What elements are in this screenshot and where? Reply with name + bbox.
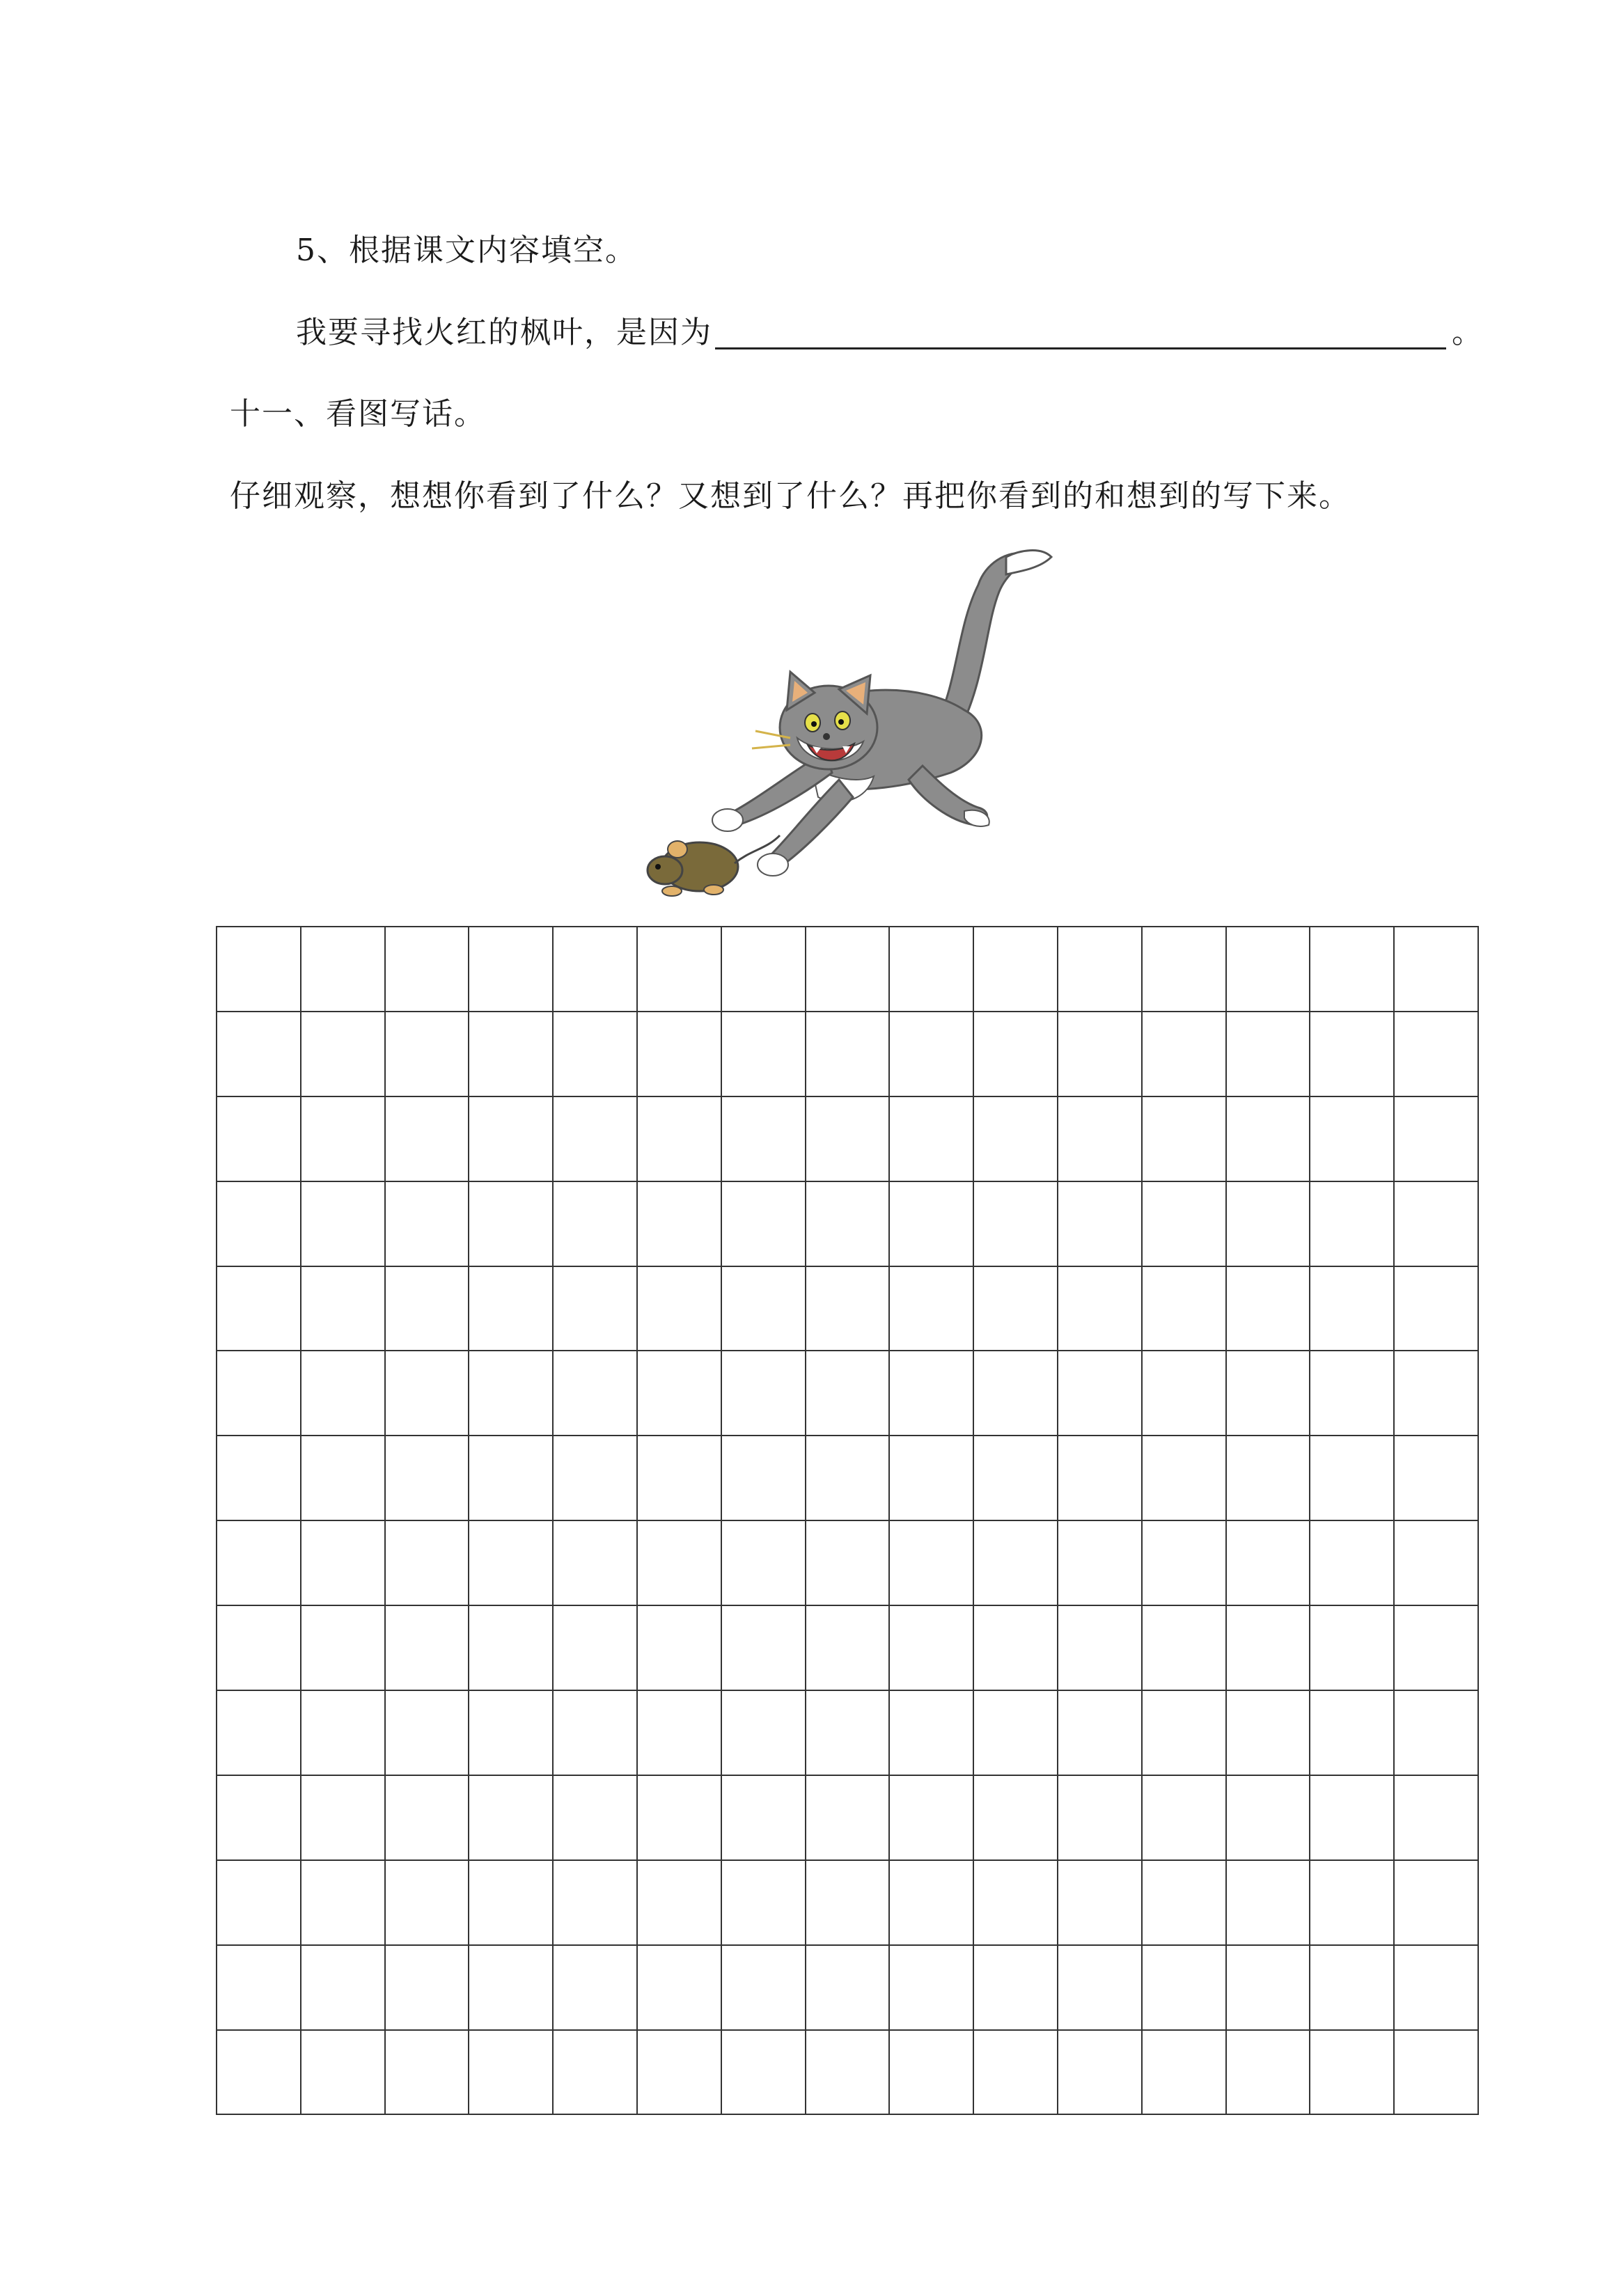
grid-cell[interactable] (974, 1351, 1058, 1436)
grid-cell[interactable] (638, 1267, 722, 1352)
grid-cell[interactable] (890, 1691, 974, 1776)
grid-cell[interactable] (1310, 927, 1395, 1012)
grid-cell[interactable] (217, 1182, 301, 1267)
grid-cell[interactable] (1143, 1606, 1227, 1691)
grid-cell[interactable] (1310, 1436, 1395, 1521)
grid-cell[interactable] (638, 1776, 722, 1861)
grid-cell[interactable] (1395, 1776, 1479, 1861)
mouse-head (648, 856, 682, 884)
grid-cell[interactable] (1227, 1946, 1311, 2031)
grid-cell[interactable] (1395, 927, 1479, 1012)
grid-cell[interactable] (974, 1946, 1058, 2031)
grid-cell[interactable] (1395, 1436, 1479, 1521)
grid-cell[interactable] (1227, 927, 1311, 1012)
grid-cell[interactable] (638, 1521, 722, 1606)
grid-cell[interactable] (1143, 1012, 1227, 1097)
grid-cell[interactable] (1310, 1606, 1395, 1691)
grid-cell[interactable] (469, 1521, 554, 1606)
grid-cell[interactable] (301, 1012, 386, 1097)
grid-cell[interactable] (1058, 1606, 1143, 1691)
grid-cell[interactable] (386, 1351, 470, 1436)
grid-cell[interactable] (469, 1097, 554, 1182)
grid-cell[interactable] (1310, 1351, 1395, 1436)
grid-cell[interactable] (806, 1351, 891, 1436)
grid-cell[interactable] (1227, 1606, 1311, 1691)
grid-cell[interactable] (722, 1606, 806, 1691)
grid-cell[interactable] (554, 1436, 638, 1521)
grid-cell[interactable] (1143, 1436, 1227, 1521)
grid-cell[interactable] (554, 1182, 638, 1267)
cat-tail-tip (1006, 551, 1051, 574)
grid-cell[interactable] (1227, 1691, 1311, 1776)
grid-cell[interactable] (722, 1436, 806, 1521)
grid-cell[interactable] (890, 1267, 974, 1352)
grid-cell[interactable] (722, 1521, 806, 1606)
grid-cell[interactable] (890, 927, 974, 1012)
grid-cell[interactable] (1143, 927, 1227, 1012)
grid-cell[interactable] (301, 1946, 386, 2031)
grid-cell[interactable] (386, 1267, 470, 1352)
grid-cell[interactable] (806, 927, 891, 1012)
grid-cell[interactable] (1395, 2031, 1479, 2116)
grid-cell[interactable] (1395, 1861, 1479, 1946)
grid-cell[interactable] (806, 1436, 891, 1521)
grid-cell[interactable] (1310, 1521, 1395, 1606)
grid-cell[interactable] (217, 1436, 301, 1521)
grid-cell[interactable] (217, 1861, 301, 1946)
grid-cell[interactable] (1227, 1097, 1311, 1182)
grid-cell[interactable] (301, 1182, 386, 1267)
grid-cell[interactable] (806, 1776, 891, 1861)
grid-cell[interactable] (469, 1012, 554, 1097)
grid-cell[interactable] (554, 1946, 638, 2031)
grid-cell[interactable] (386, 1861, 470, 1946)
grid-cell[interactable] (1058, 1691, 1143, 1776)
grid-cell[interactable] (1395, 1182, 1479, 1267)
grid-cell[interactable] (1395, 1267, 1479, 1352)
grid-cell[interactable] (1395, 1351, 1479, 1436)
grid-cell[interactable] (974, 2031, 1058, 2116)
question-5-sentence (296, 312, 1484, 354)
grid-cell[interactable] (806, 1182, 891, 1267)
grid-cell[interactable] (301, 1606, 386, 1691)
grid-cell[interactable] (1227, 1351, 1311, 1436)
grid-cell[interactable] (1143, 2031, 1227, 2116)
grid-cell[interactable] (722, 1351, 806, 1436)
grid-cell[interactable] (1058, 1946, 1143, 2031)
grid-cell[interactable] (1143, 1267, 1227, 1352)
grid-cell[interactable] (1058, 1267, 1143, 1352)
grid-cell[interactable] (469, 1861, 554, 1946)
grid-cell[interactable] (386, 1436, 470, 1521)
grid-cell[interactable] (217, 1776, 301, 1861)
grid-cell[interactable] (806, 1606, 891, 1691)
grid-cell[interactable] (1395, 1012, 1479, 1097)
grid-cell[interactable] (1143, 1182, 1227, 1267)
grid-cell[interactable] (469, 1776, 554, 1861)
section-11-instruction: 仔细观察，想想你看到了什么？又想到了什么？再把你看到的和想到的写下来。 (230, 478, 1351, 514)
grid-cell[interactable] (217, 1691, 301, 1776)
grid-cell[interactable] (301, 1267, 386, 1352)
grid-cell[interactable] (638, 1436, 722, 1521)
grid-cell[interactable] (722, 1946, 806, 2031)
grid-cell[interactable] (1227, 1436, 1311, 1521)
grid-cell[interactable] (1058, 1521, 1143, 1606)
fill-in-blank[interactable] (715, 317, 1446, 349)
grid-cell[interactable] (638, 1691, 722, 1776)
grid-cell[interactable] (1395, 1521, 1479, 1606)
grid-cell[interactable] (890, 1436, 974, 1521)
grid-cell[interactable] (301, 1861, 386, 1946)
grid-cell[interactable] (638, 1097, 722, 1182)
question-5-prefix: 我要寻找火红的枫叶，是因为 (296, 315, 712, 350)
question-5-suffix: 。 (1452, 315, 1484, 350)
grid-cell[interactable] (301, 2031, 386, 2116)
grid-cell[interactable] (890, 1946, 974, 2031)
grid-cell[interactable] (217, 1521, 301, 1606)
grid-cell[interactable] (1310, 1946, 1395, 2031)
grid-cell[interactable] (301, 1351, 386, 1436)
grid-cell[interactable] (1058, 1351, 1143, 1436)
grid-cell[interactable] (890, 1776, 974, 1861)
grid-cell[interactable] (1310, 1691, 1395, 1776)
grid-cell[interactable] (1058, 1012, 1143, 1097)
grid-cell[interactable] (1143, 1691, 1227, 1776)
grid-cell[interactable] (1143, 1521, 1227, 1606)
grid-cell[interactable] (722, 1182, 806, 1267)
grid-cell[interactable] (1227, 1182, 1311, 1267)
grid-cell[interactable] (638, 1182, 722, 1267)
grid-cell[interactable] (1310, 1182, 1395, 1267)
grid-cell[interactable] (806, 1691, 891, 1776)
grid-cell[interactable] (386, 1012, 470, 1097)
question-5-heading: 5、根据课文内容填空。 (296, 233, 637, 268)
grid-cell[interactable] (301, 927, 386, 1012)
grid-cell[interactable] (722, 1097, 806, 1182)
grid-cell[interactable] (1143, 1861, 1227, 1946)
grid-cell[interactable] (890, 1606, 974, 1691)
grid-cell[interactable] (806, 1097, 891, 1182)
grid-cell[interactable] (554, 1691, 638, 1776)
grid-cell[interactable] (469, 2031, 554, 2116)
grid-cell[interactable] (217, 1097, 301, 1182)
grid-cell[interactable] (386, 2031, 470, 2116)
grid-cell[interactable] (386, 1776, 470, 1861)
grid-cell[interactable] (554, 1351, 638, 1436)
grid-cell[interactable] (1227, 1776, 1311, 1861)
cat-chasing-mouse-illustration (630, 543, 1055, 919)
grid-cell[interactable] (974, 1267, 1058, 1352)
grid-cell[interactable] (806, 1521, 891, 1606)
writing-grid[interactable] (216, 926, 1479, 2115)
grid-cell[interactable] (217, 1351, 301, 1436)
grid-cell[interactable] (890, 1861, 974, 1946)
grid-cell[interactable] (806, 1861, 891, 1946)
grid-cell[interactable] (217, 1012, 301, 1097)
grid-cell[interactable] (554, 2031, 638, 2116)
grid-cell[interactable] (1058, 1436, 1143, 1521)
grid-cell[interactable] (806, 1946, 891, 2031)
grid-cell[interactable] (1058, 1776, 1143, 1861)
grid-cell[interactable] (1310, 1861, 1395, 1946)
grid-cell[interactable] (890, 1182, 974, 1267)
grid-cell[interactable] (974, 1521, 1058, 1606)
grid-cell[interactable] (1227, 2031, 1311, 2116)
grid-cell[interactable] (301, 1776, 386, 1861)
grid-cell[interactable] (1310, 1097, 1395, 1182)
grid-cell[interactable] (890, 1521, 974, 1606)
grid-cell[interactable] (974, 1097, 1058, 1182)
grid-cell[interactable] (638, 1606, 722, 1691)
grid-cell[interactable] (890, 1351, 974, 1436)
grid-cell[interactable] (1058, 1182, 1143, 1267)
grid-cell[interactable] (554, 1776, 638, 1861)
grid-cell[interactable] (722, 1861, 806, 1946)
grid-cell[interactable] (806, 1267, 891, 1352)
grid-cell[interactable] (554, 1267, 638, 1352)
grid-cell[interactable] (301, 1436, 386, 1521)
grid-cell[interactable] (1395, 1097, 1479, 1182)
grid-cell[interactable] (638, 1351, 722, 1436)
grid-cell[interactable] (469, 1946, 554, 2031)
grid-cell[interactable] (1058, 2031, 1143, 2116)
grid-cell[interactable] (386, 1521, 470, 1606)
grid-cell[interactable] (301, 1691, 386, 1776)
grid-cell[interactable] (386, 1946, 470, 2031)
grid-cell[interactable] (554, 1012, 638, 1097)
grid-cell[interactable] (638, 927, 722, 1012)
grid-cell[interactable] (890, 1012, 974, 1097)
grid-cell[interactable] (722, 1012, 806, 1097)
grid-cell[interactable] (722, 1776, 806, 1861)
grid-cell[interactable] (554, 927, 638, 1012)
mouse-ear (668, 841, 687, 858)
grid-cell[interactable] (301, 1097, 386, 1182)
grid-cell[interactable] (469, 1691, 554, 1776)
grid-cell[interactable] (722, 927, 806, 1012)
grid-cell[interactable] (1058, 1097, 1143, 1182)
grid-cell[interactable] (386, 1691, 470, 1776)
grid-cell[interactable] (554, 1097, 638, 1182)
grid-cell[interactable] (554, 1861, 638, 1946)
grid-cell[interactable] (1310, 1776, 1395, 1861)
section-11-heading: 十一、看图写话。 (230, 396, 486, 432)
grid-cell[interactable] (1227, 1012, 1311, 1097)
grid-cell[interactable] (1143, 1946, 1227, 2031)
grid-cell[interactable] (974, 1776, 1058, 1861)
grid-cell[interactable] (217, 2031, 301, 2116)
grid-cell[interactable] (638, 1861, 722, 1946)
grid-cell[interactable] (1395, 1691, 1479, 1776)
grid-cell[interactable] (1058, 1861, 1143, 1946)
grid-cell[interactable] (806, 2031, 891, 2116)
grid-cell[interactable] (217, 1606, 301, 1691)
grid-cell[interactable] (1143, 1097, 1227, 1182)
grid-cell[interactable] (469, 1182, 554, 1267)
grid-cell[interactable] (217, 1946, 301, 2031)
grid-cell[interactable] (722, 1691, 806, 1776)
grid-cell[interactable] (301, 1521, 386, 1606)
grid-cell[interactable] (974, 1182, 1058, 1267)
grid-cell[interactable] (1310, 1012, 1395, 1097)
grid-cell[interactable] (1227, 1267, 1311, 1352)
grid-cell[interactable] (890, 1097, 974, 1182)
grid-cell[interactable] (974, 1012, 1058, 1097)
grid-cell[interactable] (469, 927, 554, 1012)
grid-cell[interactable] (1310, 2031, 1395, 2116)
grid-cell[interactable] (469, 1436, 554, 1521)
grid-cell[interactable] (1227, 1521, 1311, 1606)
grid-cell[interactable] (386, 1606, 470, 1691)
grid-cell[interactable] (806, 1012, 891, 1097)
grid-cell[interactable] (974, 1436, 1058, 1521)
grid-cell[interactable] (890, 2031, 974, 2116)
grid-cell[interactable] (722, 1267, 806, 1352)
grid-cell[interactable] (974, 1861, 1058, 1946)
grid-cell[interactable] (1143, 1776, 1227, 1861)
grid-cell[interactable] (1227, 1861, 1311, 1946)
grid-cell[interactable] (554, 1521, 638, 1606)
grid-cell[interactable] (1143, 1351, 1227, 1436)
grid-cell[interactable] (469, 1606, 554, 1691)
grid-cell[interactable] (974, 927, 1058, 1012)
grid-cell[interactable] (1395, 1606, 1479, 1691)
grid-cell[interactable] (1310, 1267, 1395, 1352)
grid-cell[interactable] (1058, 927, 1143, 1012)
grid-cell[interactable] (386, 1182, 470, 1267)
grid-cell[interactable] (974, 1691, 1058, 1776)
grid-cell[interactable] (554, 1606, 638, 1691)
grid-cell[interactable] (386, 927, 470, 1012)
grid-cell[interactable] (217, 1267, 301, 1352)
grid-cell[interactable] (386, 1097, 470, 1182)
grid-cell[interactable] (722, 2031, 806, 2116)
grid-cell[interactable] (1395, 1946, 1479, 2031)
grid-cell[interactable] (469, 1351, 554, 1436)
grid-cell[interactable] (217, 927, 301, 1012)
grid-cell[interactable] (638, 1946, 722, 2031)
grid-cell[interactable] (638, 2031, 722, 2116)
grid-cell[interactable] (469, 1267, 554, 1352)
grid-cell[interactable] (974, 1606, 1058, 1691)
grid-cell[interactable] (638, 1012, 722, 1097)
